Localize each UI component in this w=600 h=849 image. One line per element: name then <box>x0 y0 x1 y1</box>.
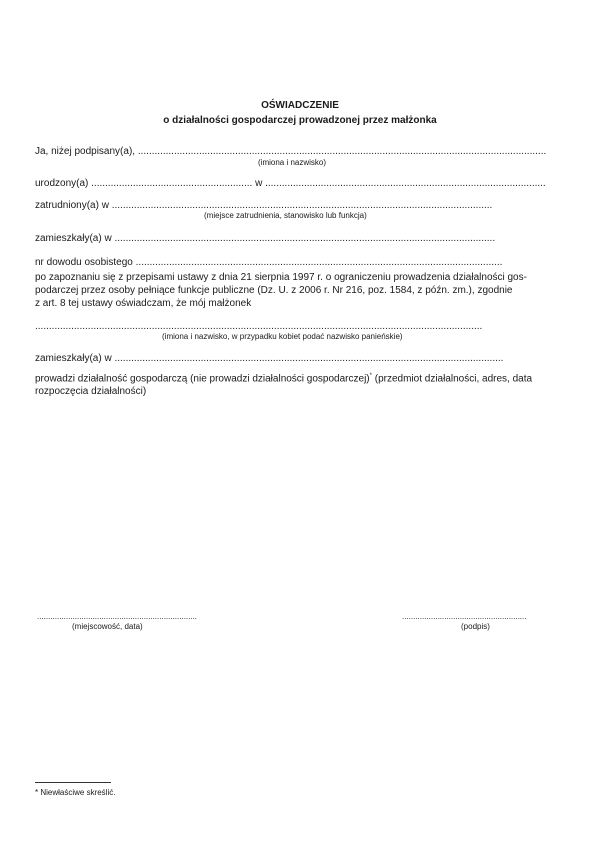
document-subtitle: o działalności gospodarczej prowadzonej przez małżonka <box>163 115 437 126</box>
birth-date-field[interactable]: .......................................................... <box>91 178 253 189</box>
declarant-caption: (imiona i nazwisko) <box>258 158 327 167</box>
document-title: OŚWIADCZENIE <box>261 100 339 111</box>
residence-field[interactable]: ......................................................................................................................................... <box>114 233 496 244</box>
footnote-rule <box>35 782 111 783</box>
spouse-residing-label: zamieszkały(a) w <box>35 353 112 364</box>
employed-row <box>35 200 492 211</box>
born-row <box>35 178 546 189</box>
declarant-row <box>35 146 546 157</box>
declarant-label: Ja, niżej podpisany(a), <box>35 146 136 157</box>
spouse-residing-row <box>35 353 503 364</box>
birth-place-field[interactable]: ..................................................................................................... <box>265 178 546 189</box>
id-number-field[interactable]: .................................................................................................................................... <box>135 257 503 268</box>
born-in-label: w <box>255 178 263 189</box>
activity-line-1 <box>35 373 532 384</box>
activity-line-2: rozpoczęcia działalności) <box>35 386 147 397</box>
signature-field[interactable]: ........................................................ <box>402 612 527 621</box>
id-label: nr dowodu osobistego <box>35 257 133 268</box>
spouse-residence-field[interactable]: ............................................................................................................................................ <box>114 353 504 364</box>
spouse-name-caption: (imiona i nazwisko, w przypadku kobiet podać nazwisko panieńskie) <box>162 332 403 341</box>
activity-tail: (przedmiot działalności, adres, data <box>374 373 533 385</box>
residing-row <box>35 233 495 244</box>
place-date-field[interactable]: ........................................................................ <box>37 612 198 621</box>
employed-label: zatrudniony(a) w <box>35 200 109 211</box>
spouse-name-field[interactable]: ................................................................................................................................................................. <box>35 321 483 332</box>
body-line-3: z art. 8 tej ustawy oświadczam, że mój małżonek <box>35 298 252 309</box>
footnote-text: * Niewłaściwe skreślić. <box>35 788 116 797</box>
declarant-name-field[interactable]: ................................................................................................................................................... <box>137 146 547 157</box>
place-date-caption: (miejscowość, data) <box>72 622 143 631</box>
born-label: urodzony(a) <box>35 178 89 189</box>
id-row <box>35 257 502 268</box>
activity-text: prowadzi działalność gospodarczą (nie prowadzi działalności gospodarczej) <box>35 373 370 385</box>
employment-field[interactable]: ......................................................................................................................................... <box>111 200 493 211</box>
body-line-2: podarczej przez osoby pełniące funkcje publiczne (Dz. U. z 2006 r. Nr 216, poz. 1584, z późn. zm.), zgodnie <box>35 285 513 296</box>
body-line-1: po zapoznaniu się z przepisami ustawy z dnia 21 sierpnia 1997 r. o ograniczeniu prowadzenia działalności gos- <box>35 272 527 283</box>
residing-label: zamieszkały(a) w <box>35 233 112 244</box>
footnote-marker: * <box>369 373 372 379</box>
signature-caption: (podpis) <box>461 622 490 631</box>
employed-caption: (miejsce zatrudnienia, stanowisko lub funkcja) <box>204 211 367 220</box>
